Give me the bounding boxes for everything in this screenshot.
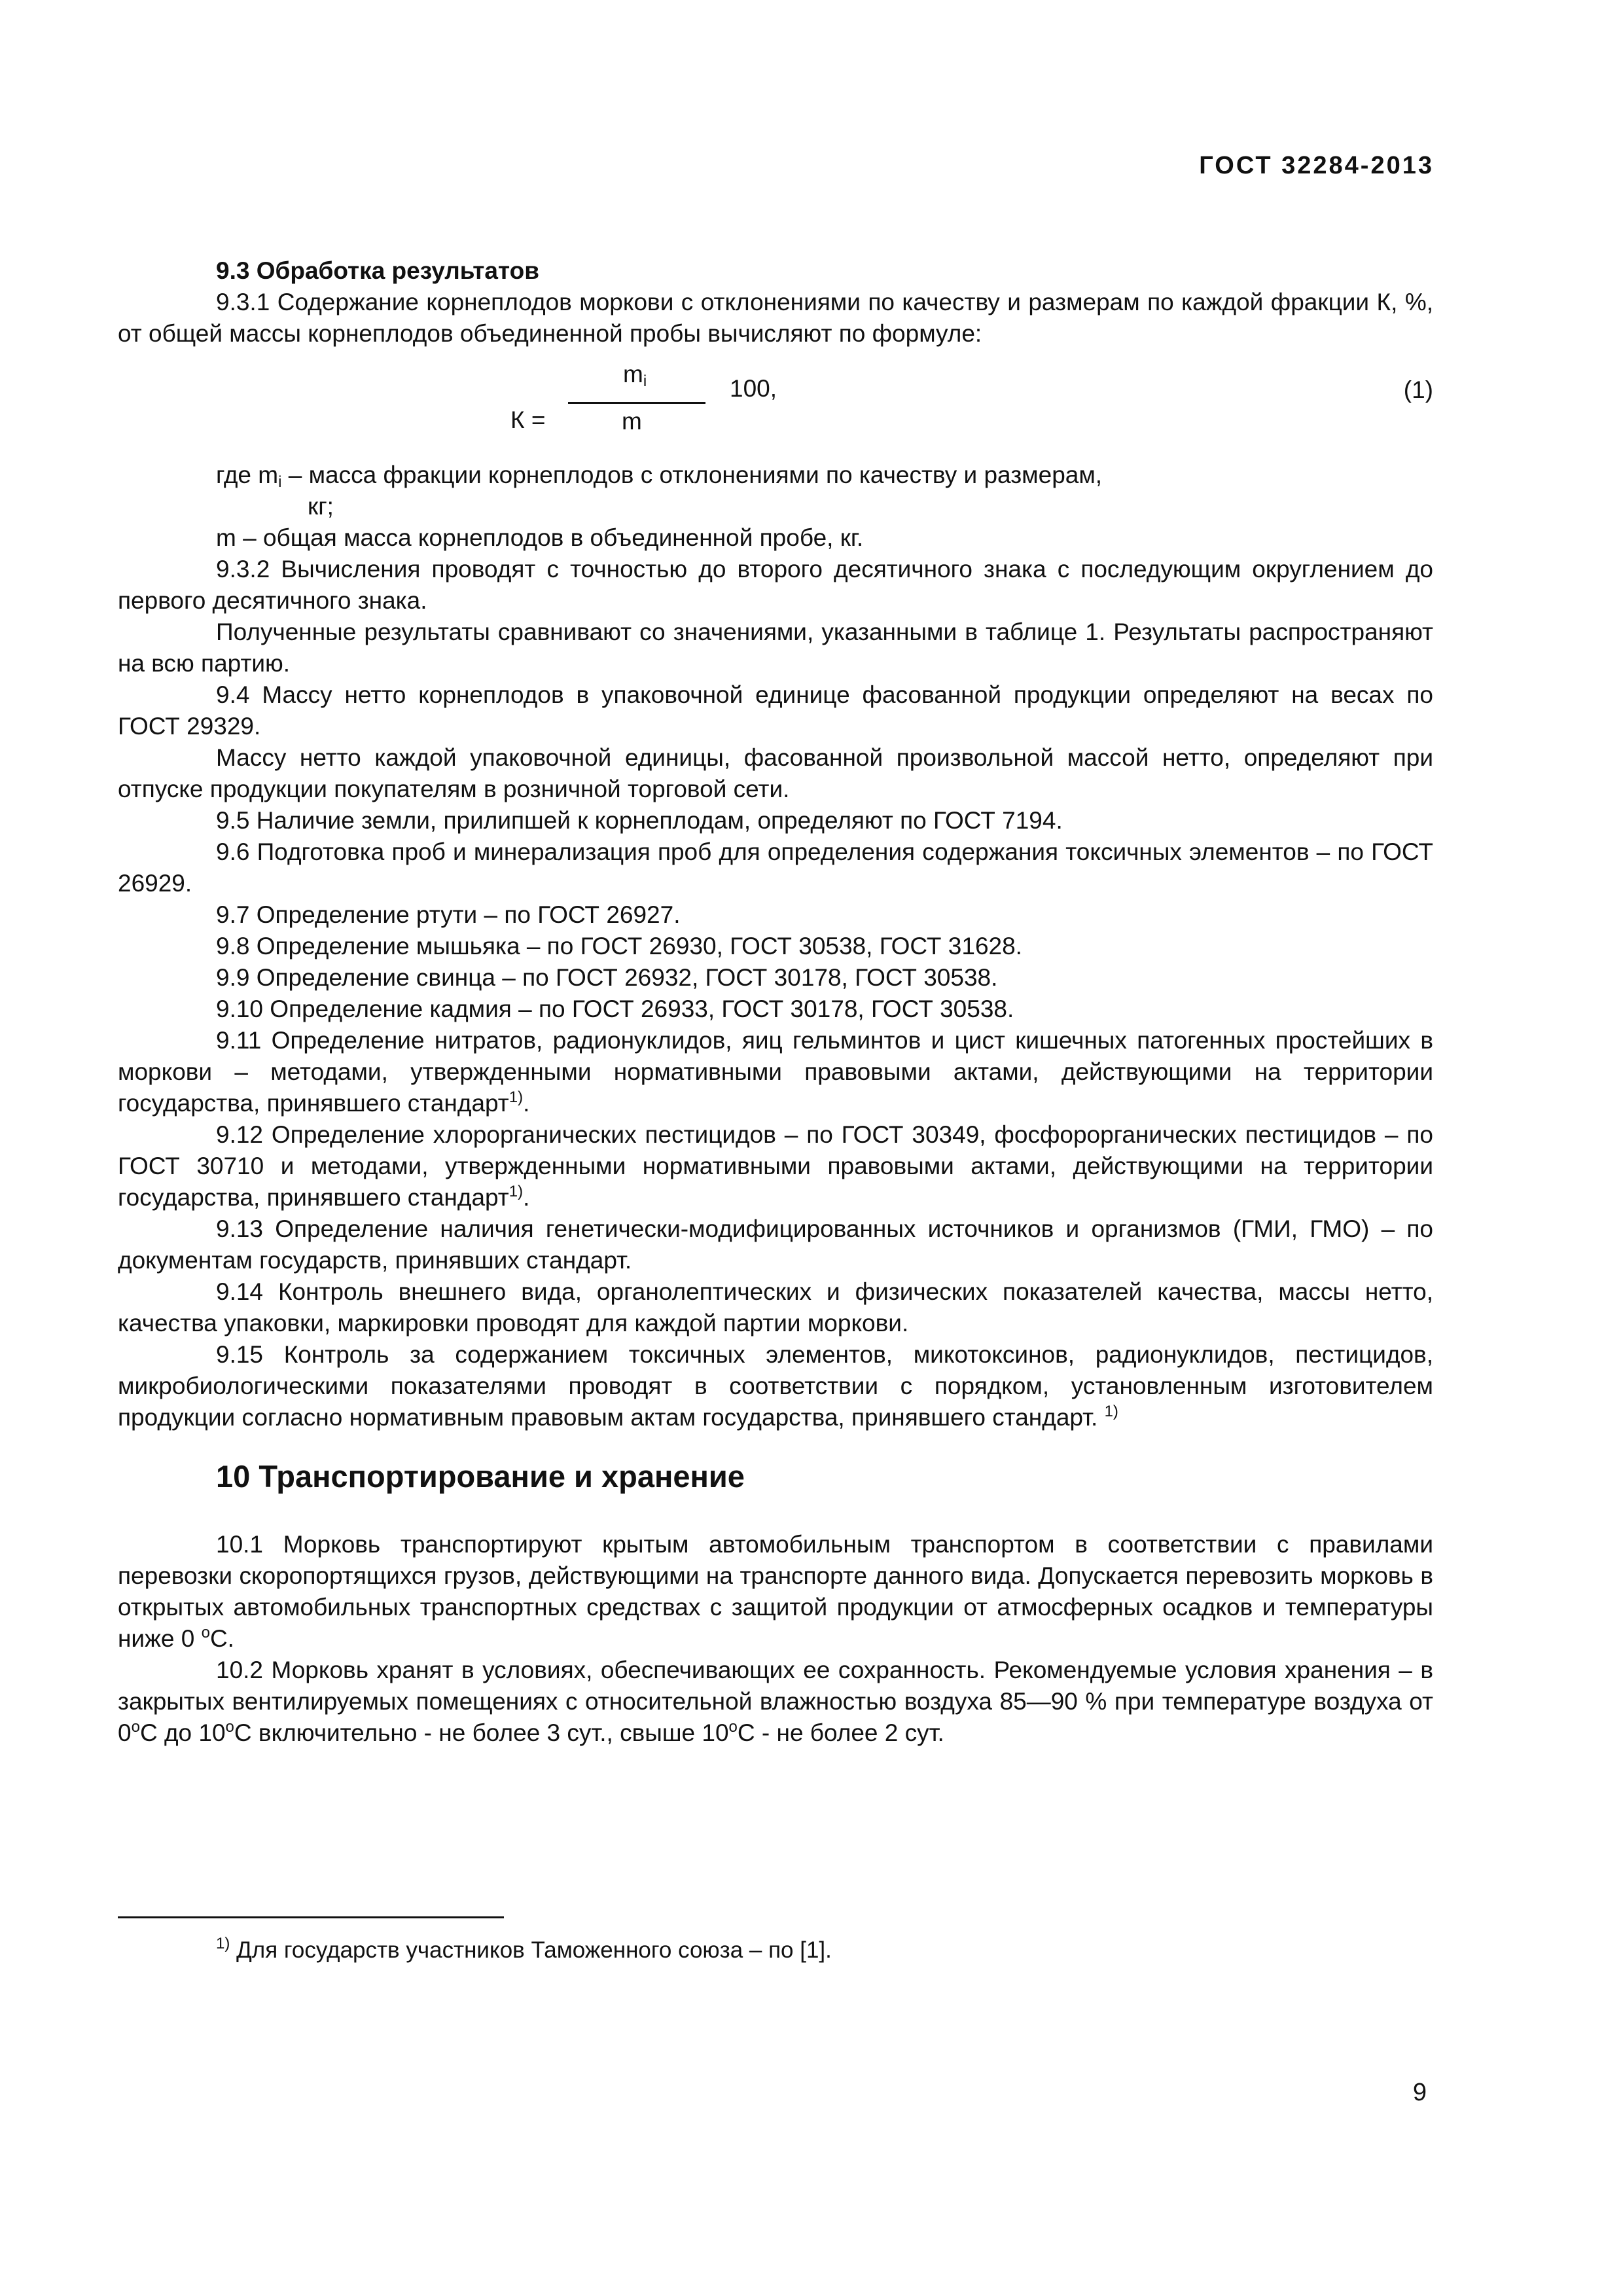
section-heading-10: 10 Транспортирование и хранение <box>216 1459 745 1494</box>
footnote-separator <box>118 1916 504 1918</box>
legend-line-m: m – общая масса корнеплодов в объединенной пробе, кг. <box>216 524 864 551</box>
paragraph-results: Полученные результаты сравнивают со значениями, указанными в таблице 1. Результаты распространяют на всю партию. <box>118 619 1433 677</box>
paragraph-10-2: 10.2 Морковь хранят в условиях, обеспечивающих ее сохранность. Рекомендуемые условия хранения – в закрытых вентилируемых помещениях с относительной влажностью воздуха 85—90 % при температуре воздуха от $0^оС$ до $10^оС$ включительно - не более 3 сут., свыше $10^оС$ - не более 2 сут. <box>118 1657 1433 1746</box>
paragraph-9-10: 9.10 Определение кадмия – по ГОСТ 26933, ГОСТ 30178, ГОСТ 30538. <box>216 996 1014 1022</box>
page-content <box>118 255 1433 1749</box>
paragraph-9-12: 9.12 Определение хлорорганических пестицидов – по ГОСТ 30349, фосфорорганических пестицидов – по ГОСТ 30710 и методами, утвержденными нормативными правовыми актами, действующими на территории государства, принявшего стандарт$^{1)}$. <box>118 1121 1433 1211</box>
paragraph-9-3-2: 9.3.2 Вычисления проводят с точностью до второго десятичного знака с последующим округлением до первого десятичного знака. <box>118 556 1433 614</box>
paragraph-9-4-net-mass: Массу нетто каждой упаковочной единицы, фасованной произвольной массой нетто, определяют при отпуске продукции покупателям в розничной торговой сети. <box>118 744 1433 802</box>
paragraph-9-8: 9.8 Определение мышьяка – по ГОСТ 26930, ГОСТ 30538, ГОСТ 31628. <box>216 933 1022 960</box>
legend-line-mi: где $m_i$ – масса фракции корнеплодов с отклонениями по качеству и размерам, <box>216 461 1103 491</box>
paragraph-9-11: 9.11 Определение нитратов, радионуклидов, яиц гельминтов и цист кишечных патогенных простейших в моркови – методами, утвержденными нормативными правовыми актами, действующими на территории государства, принявшего стандарт$^{1)}$. <box>118 1027 1433 1117</box>
footnote <box>216 1937 832 1964</box>
document-id-header: ГОСТ 32284-2013 <box>1199 152 1434 179</box>
footnote-ref: 1) <box>1104 1403 1118 1420</box>
footnote-ref: 1) <box>508 1088 524 1106</box>
paragraph-9-13: 9.13 Определение наличия генетически-модифицированных источников и организмов (ГМИ, ГМО) – по документам государств, принявших стандарт. <box>118 1215 1433 1274</box>
section-heading-9-3: 9.3 Обработка результатов <box>216 257 539 284</box>
formula-legend <box>118 459 1433 554</box>
paragraph-9-9: 9.9 Определение свинца – по ГОСТ 26932, ГОСТ 30178, ГОСТ 30538. <box>216 964 998 991</box>
formula-lhs: К = <box>510 406 546 433</box>
paragraph-9-15: 9.15 Контроль за содержанием токсичных элементов, микотоксинов, радионуклидов, пестицидов, микробиологическими показателями проводят в соответствии с порядком, установленным изготовителем продукции согласно нормативным правовым актам государства, принявшего стандарт. $^{1)}$ <box>118 1341 1433 1431</box>
formula-multiplier: 100, <box>730 375 777 402</box>
footnote-text: Для государств участников Таможенного союза – по [1]. <box>230 1937 832 1963</box>
footnote-marker: 1) <box>216 1935 230 1952</box>
formula-denominator: m <box>622 408 642 435</box>
page-number: 9 <box>1412 2079 1427 2106</box>
paragraph-10-1: 10.1 Морковь транспортируют крытым автомобильным транспортом в соответствии с правилами перевозки скоропортящихся грузов, действующими на транспорте данного вида. Допускается перевозить морковь в открытых автомобильных транспортных средствах с защитой продукции от атмосферных осадков и температуры ниже 0 $^о$С. <box>118 1531 1433 1652</box>
paragraph-9-6: 9.6 Подготовка проб и минерализация проб для определения содержания токсичных элементов – по ГОСТ 26929. <box>118 838 1433 897</box>
footnote-ref: 1) <box>508 1183 524 1200</box>
fraction-bar <box>568 402 705 404</box>
paragraph-9-14: 9.14 Контроль внешнего вида, органолептических и физических показателей качества, массы нетто, качества упаковки, маркировки проводят для каждой партии моркови. <box>118 1278 1433 1336</box>
paragraph-9-3-1: 9.3.1 Содержание корнеплодов моркови с отклонениями по качеству и размерам по каждой фракции К, %, от общей массы корнеплодов объединенной пробы вычисляют по формуле: <box>118 289 1433 347</box>
paragraph-9-5: 9.5 Наличие земли, прилипшей к корнеплодам, определяют по ГОСТ 7194. <box>216 807 1063 834</box>
legend-line-mi-unit: кг; <box>308 493 334 520</box>
formula-numerator: $m_i$ <box>623 361 647 390</box>
equation-number: (1) <box>1403 376 1433 403</box>
paragraph-9-7: 9.7 Определение ртути – по ГОСТ 26927. <box>216 901 681 928</box>
formula-1 <box>118 359 1433 457</box>
paragraph-9-4: 9.4 Массу нетто корнеплодов в упаковочной единице фасованной продукции определяют на весах по ГОСТ 29329. <box>118 681 1433 740</box>
